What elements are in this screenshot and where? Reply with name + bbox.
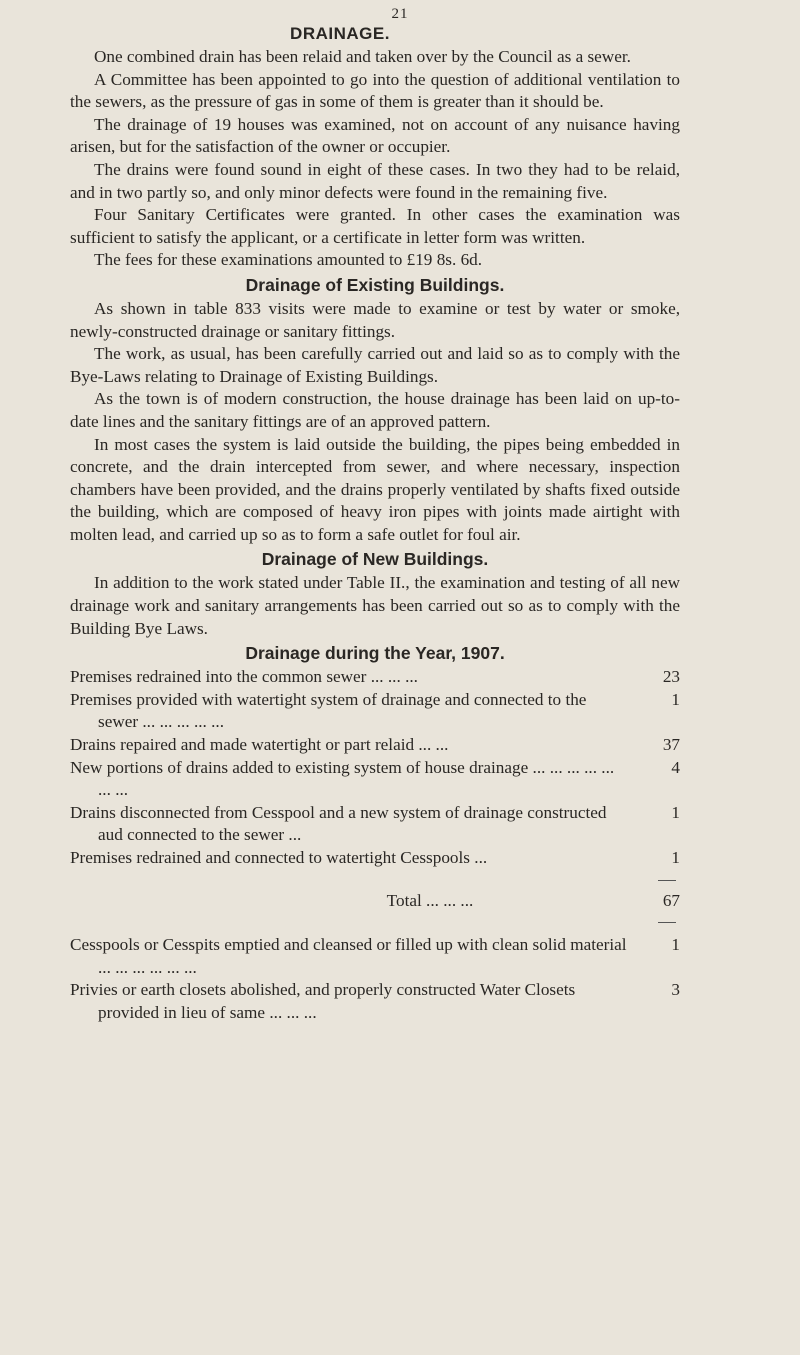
page-content <box>70 22 680 1025</box>
total-rule-bottom <box>70 918 680 928</box>
table-row <box>70 757 680 802</box>
row-label: Privies or earth closets abolished, and properly constructed Water Closets provided in lieu of same ... ... ... <box>70 980 576 1022</box>
row-value: 1 <box>671 935 680 955</box>
row-value: 1 <box>671 802 680 822</box>
intro-paragraph: One combined drain has been relaid and taken over by the Council as a sewer. <box>94 47 631 66</box>
new-section <box>70 572 680 640</box>
table-row <box>70 689 680 734</box>
row-value: 1 <box>671 689 680 709</box>
intro-paragraph: The drainage of 19 houses was examined, not on account of any nuisance having arisen, but for the satisfaction of the owner or occupier. <box>70 114 680 157</box>
row-value: 37 <box>662 735 680 755</box>
row-label: Premises redrained and connected to watertight Cesspools ... <box>70 848 488 867</box>
existing-paragraph: As shown in table 833 visits were made to examine or test by water or smoke, newly-constructed drainage or sanitary fittings. <box>70 298 680 341</box>
section-title-drainage: DRAINAGE. <box>290 24 390 43</box>
new-paragraph: In addition to the work stated under Table II., the examination and testing of all new drainage work and sanitary arrangements has been carried out so as to comply with the Building Bye Laws. <box>70 573 680 638</box>
existing-paragraph: In most cases the system is laid outside the building, the pipes being embedded in concrete, and the drain intercepted from sewer, and where necessary, inspection chambers have been provided, and the drains properly ventilated by shafts fixed outside the building, which are composed of heavy iron pipes with joints made airtight with molten lead, and carried up so as to form a safe outlet for foul air. <box>70 434 680 544</box>
table-row <box>70 734 680 757</box>
drainage-statistics-table <box>70 666 680 1024</box>
row-value: 1 <box>671 848 680 867</box>
heading-new-buildings: Drainage of New Buildings. <box>261 549 489 570</box>
additional-rows <box>70 934 680 1024</box>
row-value: 23 <box>662 667 680 687</box>
row-value: 4 <box>671 757 680 777</box>
existing-section <box>70 298 680 547</box>
heading-drainage-year: Drainage during the Year, 1907. <box>245 643 505 664</box>
table-row <box>70 979 680 1024</box>
intro-paragraph: Four Sanitary Certificates were granted. In other cases the examination was sufficient to satisfy the applicant, or a certificate in letter form was written. <box>70 205 680 247</box>
intro-section <box>70 46 680 272</box>
row-label: New portions of drains added to existing system of house drainage ... ... ... ... ... ... ... <box>70 757 615 800</box>
total-label: Total ... ... ... <box>386 890 474 910</box>
row-label: Premises redrained into the common sewer ... ... ... <box>70 667 418 687</box>
heading-existing-buildings: Drainage of Existing Buildings. <box>245 274 505 295</box>
table-row <box>70 934 680 979</box>
row-value: 3 <box>671 980 680 1000</box>
row-label: Drains repaired and made watertight or part relaid ... ... <box>70 735 449 755</box>
row-label: Premises provided with watertight system of drainage and connected to the sewer ... ... ... ... ... <box>70 689 587 732</box>
total-value: 67 <box>662 890 680 910</box>
intro-paragraph: A Committee has been appointed to go into the question of additional ventilation to the sewers, as the pressure of gas in some of them is greater than it should be. <box>70 69 680 112</box>
intro-paragraph: The drains were found sound in eight of these cases. In two they had to be relaid, and in two partly so, and only minor defects were found in the remaining five. <box>70 159 680 202</box>
total-rule-top <box>658 880 676 881</box>
existing-paragraph: The work, as usual, has been carefully carried out and laid so as to comply with the Bye-Laws relating to Drainage of Existing Buildings. <box>70 344 680 386</box>
table-row <box>70 802 680 847</box>
row-label: Drains disconnected from Cesspool and a new system of drainage constructed aud connected to the sewer ... <box>70 802 607 845</box>
total-row <box>70 878 680 913</box>
table-row <box>70 666 680 689</box>
intro-paragraph: The fees for these examinations amounted to £19 8s. 6d. <box>94 250 483 270</box>
existing-paragraph: As the town is of modern construction, the house drainage has been laid on up-to-date lines and the sanitary fittings are of an approved pattern. <box>70 389 680 431</box>
table-row <box>70 847 680 870</box>
page-number: 21 <box>391 6 409 22</box>
row-label: Cesspools or Cesspits emptied and cleansed or filled up with clean solid material ... ... ... ... ... ... <box>70 935 627 977</box>
